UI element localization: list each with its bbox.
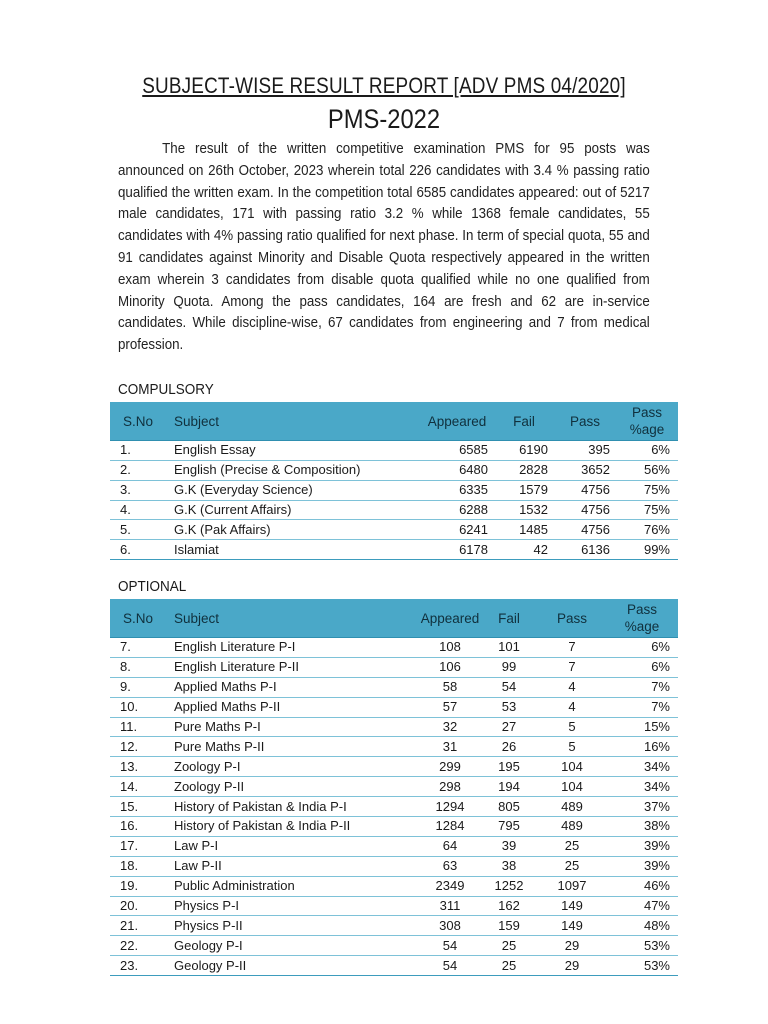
cell-pass: 1097	[538, 876, 606, 896]
cell-sno: 15.	[110, 797, 166, 817]
cell-fail: 27	[480, 717, 538, 737]
cell-subject: Geology P-II	[166, 956, 420, 976]
cell-pass-pct: 37%	[606, 797, 678, 817]
table-row	[110, 956, 678, 976]
cell-sno: 4.	[110, 500, 166, 520]
table-row	[110, 540, 678, 560]
cell-sno: 13.	[110, 757, 166, 777]
cell-pass: 4756	[554, 500, 616, 520]
table-row	[110, 480, 678, 500]
cell-fail: 1579	[494, 480, 554, 500]
cell-fail: 159	[480, 916, 538, 936]
cell-subject: Public Administration	[166, 876, 420, 896]
cell-appeared: 63	[420, 856, 480, 876]
cell-sno: 18.	[110, 856, 166, 876]
cell-appeared: 6178	[420, 540, 494, 560]
cell-pass: 489	[538, 817, 606, 837]
cell-pass: 149	[538, 896, 606, 916]
header-fail: Fail	[480, 599, 538, 638]
cell-fail: 42	[494, 540, 554, 560]
table-row	[110, 896, 678, 916]
cell-appeared: 54	[420, 956, 480, 976]
table-row	[110, 777, 678, 797]
header-appeared: Appeared	[420, 402, 494, 441]
cell-fail: 795	[480, 817, 538, 837]
cell-appeared: 108	[420, 638, 480, 658]
table-row	[110, 936, 678, 956]
cell-sno: 21.	[110, 916, 166, 936]
optional-results-table	[110, 599, 678, 976]
header-fail: Fail	[494, 402, 554, 441]
header-pass: Pass	[554, 402, 616, 441]
table-row	[110, 817, 678, 837]
cell-appeared: 1284	[420, 817, 480, 837]
cell-sno: 22.	[110, 936, 166, 956]
cell-appeared: 32	[420, 717, 480, 737]
cell-appeared: 6335	[420, 480, 494, 500]
table-row	[110, 441, 678, 461]
cell-fail: 1485	[494, 520, 554, 540]
cell-appeared: 311	[420, 896, 480, 916]
cell-appeared: 298	[420, 777, 480, 797]
cell-pass: 29	[538, 936, 606, 956]
cell-subject: Applied Maths P-II	[166, 697, 420, 717]
cell-sno: 3.	[110, 480, 166, 500]
cell-pass-pct: 15%	[606, 717, 678, 737]
cell-sno: 17.	[110, 836, 166, 856]
cell-pass-pct: 56%	[616, 460, 678, 480]
cell-pass: 25	[538, 836, 606, 856]
cell-subject: G.K (Everyday Science)	[166, 480, 420, 500]
cell-pass: 395	[554, 441, 616, 461]
compulsory-section-label: COMPULSORY	[118, 381, 214, 398]
cell-sno: 14.	[110, 777, 166, 797]
cell-fail: 101	[480, 638, 538, 658]
cell-pass: 6136	[554, 540, 616, 560]
table-row	[110, 697, 678, 717]
cell-fail: 805	[480, 797, 538, 817]
cell-pass: 7	[538, 657, 606, 677]
cell-sno: 5.	[110, 520, 166, 540]
intro-paragraph: The result of the written competitive examination PMS for 95 posts was announced on 26th October, 2023 wherein total 226 candidates with 3.4 % passing ratio qualified the written exam. In the competition total 6585 candidates appeared: out of 5217 male candidates, 171 with passing ratio 3.2 % while 1368 female candidates, 55 candidates with 4% passing ratio qualified for next phase. In term of special quota, 55 and 91 candidates against Minority and Disable Quota respectively appeared in the written exam wherein 3 candidates from disable quota qualified while no one qualified from Minority Quota. Among the pass candidates, 164 are fresh and 62 are in-service candidates. While discipline-wise, 67 candidates from engineering and 7 from medical profession.	[118, 141, 650, 354]
table-row	[110, 757, 678, 777]
table-row	[110, 797, 678, 817]
cell-subject: Zoology P-II	[166, 777, 420, 797]
cell-appeared: 1294	[420, 797, 480, 817]
cell-appeared: 64	[420, 836, 480, 856]
cell-subject: Physics P-I	[166, 896, 420, 916]
cell-pass: 489	[538, 797, 606, 817]
cell-fail: 2828	[494, 460, 554, 480]
cell-subject: English (Precise & Composition)	[166, 460, 420, 480]
header-subject: Subject	[166, 402, 420, 441]
cell-pass-pct: 7%	[606, 677, 678, 697]
cell-pass-pct: 75%	[616, 480, 678, 500]
cell-appeared: 308	[420, 916, 480, 936]
cell-fail: 162	[480, 896, 538, 916]
cell-subject: History of Pakistan & India P-II	[166, 817, 420, 837]
cell-appeared: 6585	[420, 441, 494, 461]
cell-pass: 104	[538, 777, 606, 797]
table-row	[110, 856, 678, 876]
header-appeared: Appeared	[420, 599, 480, 638]
cell-sno: 1.	[110, 441, 166, 461]
table-header-row	[110, 402, 678, 441]
table-row	[110, 717, 678, 737]
cell-subject: Physics P-II	[166, 916, 420, 936]
cell-fail: 39	[480, 836, 538, 856]
cell-subject: G.K (Pak Affairs)	[166, 520, 420, 540]
cell-pass-pct: 53%	[606, 956, 678, 976]
cell-pass-pct: 6%	[606, 657, 678, 677]
cell-fail: 99	[480, 657, 538, 677]
cell-subject: Zoology P-I	[166, 757, 420, 777]
cell-sno: 9.	[110, 677, 166, 697]
cell-sno: 6.	[110, 540, 166, 560]
cell-fail: 53	[480, 697, 538, 717]
cell-pass-pct: 99%	[616, 540, 678, 560]
header-pass: Pass	[538, 599, 606, 638]
cell-sno: 20.	[110, 896, 166, 916]
cell-pass-pct: 76%	[616, 520, 678, 540]
report-title: SUBJECT-WISE RESULT REPORT [ADV PMS 04/2020]	[142, 73, 626, 98]
table-row	[110, 677, 678, 697]
table-row	[110, 460, 678, 480]
cell-subject: G.K (Current Affairs)	[166, 500, 420, 520]
cell-pass: 4	[538, 697, 606, 717]
cell-subject: Pure Maths P-II	[166, 737, 420, 757]
cell-appeared: 299	[420, 757, 480, 777]
cell-pass-pct: 48%	[606, 916, 678, 936]
cell-sno: 19.	[110, 876, 166, 896]
cell-appeared: 6241	[420, 520, 494, 540]
cell-pass-pct: 75%	[616, 500, 678, 520]
report-subtitle: PMS-2022	[327, 104, 441, 134]
header-sno: S.No	[110, 402, 166, 441]
cell-appeared: 31	[420, 737, 480, 757]
cell-fail: 6190	[494, 441, 554, 461]
cell-sno: 8.	[110, 657, 166, 677]
cell-appeared: 57	[420, 697, 480, 717]
cell-subject: Law P-II	[166, 856, 420, 876]
cell-sno: 12.	[110, 737, 166, 757]
cell-pass-pct: 6%	[606, 638, 678, 658]
cell-pass-pct: 34%	[606, 777, 678, 797]
header-subject: Subject	[166, 599, 420, 638]
cell-pass: 4756	[554, 480, 616, 500]
cell-subject: Pure Maths P-I	[166, 717, 420, 737]
cell-pass-pct: 38%	[606, 817, 678, 837]
cell-fail: 25	[480, 956, 538, 976]
cell-subject: Geology P-I	[166, 936, 420, 956]
header-sno: S.No	[110, 599, 166, 638]
cell-pass-pct: 7%	[606, 697, 678, 717]
cell-pass: 25	[538, 856, 606, 876]
table-row	[110, 737, 678, 757]
table-row	[110, 638, 678, 658]
cell-pass: 149	[538, 916, 606, 936]
optional-section-label: OPTIONAL	[118, 578, 187, 595]
cell-appeared: 54	[420, 936, 480, 956]
cell-pass: 29	[538, 956, 606, 976]
cell-pass-pct: 39%	[606, 856, 678, 876]
cell-pass: 4	[538, 677, 606, 697]
cell-subject: Law P-I	[166, 836, 420, 856]
cell-appeared: 58	[420, 677, 480, 697]
cell-subject: Applied Maths P-I	[166, 677, 420, 697]
cell-subject: History of Pakistan & India P-I	[166, 797, 420, 817]
cell-appeared: 106	[420, 657, 480, 677]
cell-pass: 5	[538, 717, 606, 737]
cell-pass-pct: 39%	[606, 836, 678, 856]
header-pass-pct: Pass %age	[616, 402, 678, 441]
cell-appeared: 2349	[420, 876, 480, 896]
cell-fail: 1252	[480, 876, 538, 896]
cell-pass-pct: 34%	[606, 757, 678, 777]
cell-fail: 54	[480, 677, 538, 697]
table-row	[110, 836, 678, 856]
cell-fail: 25	[480, 936, 538, 956]
cell-pass-pct: 6%	[616, 441, 678, 461]
cell-appeared: 6288	[420, 500, 494, 520]
cell-subject: English Literature P-I	[166, 638, 420, 658]
cell-sno: 10.	[110, 697, 166, 717]
cell-fail: 194	[480, 777, 538, 797]
cell-fail: 195	[480, 757, 538, 777]
cell-subject: English Essay	[166, 441, 420, 461]
compulsory-results-table	[110, 402, 678, 560]
cell-sno: 16.	[110, 817, 166, 837]
cell-pass-pct: 16%	[606, 737, 678, 757]
cell-sno: 23.	[110, 956, 166, 976]
cell-fail: 1532	[494, 500, 554, 520]
cell-pass: 104	[538, 757, 606, 777]
cell-appeared: 6480	[420, 460, 494, 480]
table-header-row	[110, 599, 678, 638]
cell-subject: English Literature P-II	[166, 657, 420, 677]
cell-pass: 5	[538, 737, 606, 757]
cell-sno: 7.	[110, 638, 166, 658]
table-row	[110, 657, 678, 677]
table-row	[110, 916, 678, 936]
table-row	[110, 500, 678, 520]
cell-sno: 11.	[110, 717, 166, 737]
cell-subject: Islamiat	[166, 540, 420, 560]
cell-sno: 2.	[110, 460, 166, 480]
cell-pass-pct: 47%	[606, 896, 678, 916]
cell-pass: 7	[538, 638, 606, 658]
cell-pass: 3652	[554, 460, 616, 480]
cell-pass-pct: 53%	[606, 936, 678, 956]
cell-fail: 38	[480, 856, 538, 876]
header-pass-pct: Pass %age	[606, 599, 678, 638]
cell-pass: 4756	[554, 520, 616, 540]
table-row	[110, 520, 678, 540]
cell-fail: 26	[480, 737, 538, 757]
cell-pass-pct: 46%	[606, 876, 678, 896]
table-row	[110, 876, 678, 896]
